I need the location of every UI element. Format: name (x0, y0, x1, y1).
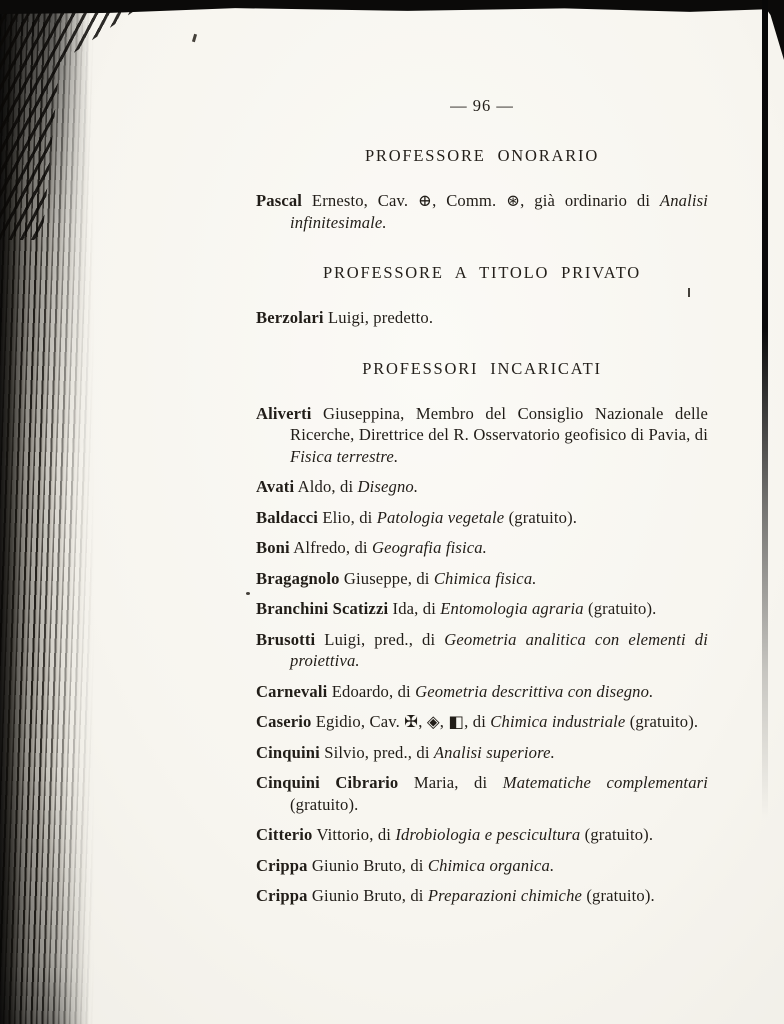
professor-entry (256, 476, 708, 498)
entry-segment-italic: Analisi infinitesimale. (290, 191, 708, 232)
professor-entry (256, 568, 708, 590)
entry-segment-regular: (gratuito). (582, 886, 655, 905)
professor-entry (256, 307, 708, 329)
entry-segment-italic: Idrobiologia e pescicultura (395, 825, 581, 844)
professor-entry (256, 629, 708, 672)
entry-segment-italic: Patologia vegetale (376, 507, 505, 527)
entry-segment-regular: Edoardo, di (327, 681, 416, 701)
entry-segment-italic: Chimica organica. (427, 855, 555, 875)
entry-segment-regular: (gratuito). (583, 599, 657, 618)
entry-segment-italic: Fisica terrestre. (290, 446, 399, 466)
entry-segment-regular: (gratuito). (625, 712, 699, 731)
professor-entry (256, 537, 708, 559)
page-content (256, 96, 708, 916)
entry-segment-bold: Pascal (256, 191, 303, 210)
professor-entry (256, 403, 708, 468)
page-number: — 96 — (450, 96, 514, 115)
entry-segment-bold: Bragagnolo (256, 568, 340, 588)
entry-segment-regular: Maria, di (398, 773, 503, 792)
entry-segment-regular: (gratuito). (290, 794, 359, 814)
entry-segment-regular: Luigi, pred., di (315, 629, 445, 649)
entry-segment-bold: Crippa (256, 855, 308, 875)
entry-segment-regular: Egidio, Cav. ✠, ◈, ◧, di (311, 712, 491, 731)
professor-entry (256, 598, 708, 620)
entry-segment-bold: Baldacci (256, 507, 319, 527)
section-heading: PROFESSORI INCARICATI (362, 358, 602, 378)
entry-segment-regular: Ida, di (388, 599, 441, 618)
entry-segment-regular: Elio, di (318, 507, 377, 527)
entry-segment-italic: Chimica fisica. (433, 568, 537, 588)
professor-entry (256, 742, 708, 764)
entry-segment-regular: Giuseppe, di (339, 568, 434, 588)
entry-segment-italic: Chimica industriale (490, 712, 626, 731)
entry-segment-regular: (gratuito). (580, 825, 654, 844)
professor-entry (256, 855, 708, 877)
entry-segment-italic: Analisi superiore. (433, 742, 555, 762)
entry-segment-bold: Cinquini (256, 742, 320, 762)
entry-segment-italic: Preparazioni chimiche (427, 886, 583, 905)
entry-segment-bold: Carnevali (256, 681, 328, 701)
entry-segment-regular: Vittorio, di (312, 825, 396, 844)
entry-segment-bold: Crippa (256, 886, 308, 905)
entry-segment-regular: Alfredo, di (289, 538, 372, 557)
entry-segment-italic: Geografia fisica. (371, 538, 487, 557)
entry-segment-regular: Silvio, pred., di (319, 742, 434, 762)
entry-segment-bold: Citterio (256, 825, 313, 844)
entry-segment-regular: (gratuito). (504, 507, 578, 527)
scan-border-top (0, 0, 784, 14)
sections-container (256, 146, 708, 907)
section-heading: PROFESSORE A TITOLO PRIVATO (323, 263, 641, 282)
professor-entry (256, 772, 708, 815)
entry-segment-bold: Boni (256, 538, 290, 557)
professor-entry (256, 885, 708, 907)
entry-segment-regular: Giunio Bruto, di (307, 886, 428, 905)
scan-border-right (762, 0, 768, 819)
scan-speck (246, 592, 250, 595)
professor-entry (256, 824, 708, 846)
scan-speck (192, 34, 197, 43)
entry-segment-bold: Berzolari (256, 308, 324, 327)
entry-segment-bold: Brusotti (256, 629, 316, 649)
entry-segment-regular: Giunio Bruto, di (307, 855, 428, 875)
entry-segment-bold: Caserio (256, 712, 312, 731)
professor-entry (256, 681, 708, 703)
section-heading: PROFESSORE ONORARIO (364, 146, 600, 165)
entry-segment-italic: Geometria descrittiva con disegno. (415, 681, 654, 701)
entry-segment-italic: Entomologia agraria (440, 599, 584, 618)
entry-segment-regular: Ernesto, Cav. ⊕, Comm. ⊛, già ordinario di (302, 191, 660, 210)
entry-segment-bold: Branchini Scatizzi (256, 599, 389, 618)
entry-segment-regular: Luigi, predetto. (323, 308, 434, 327)
entry-segment-italic: Disegno. (357, 477, 419, 496)
professor-entry (256, 190, 708, 233)
entry-segment-bold: Aliverti (256, 403, 312, 423)
professor-entry (256, 507, 708, 529)
entry-segment-regular: Giuseppina, Membro del Consiglio Nazionale delle Ricerche, Direttrice del R. Osservatorio geofisico di Pavia, di (290, 403, 708, 444)
professor-entry (256, 711, 708, 733)
entry-segment-bold: Cinquini Cibrario (256, 773, 399, 792)
entry-segment-regular: Aldo, di (294, 477, 358, 496)
entry-segment-italic: Matematiche complementari (502, 773, 709, 792)
entry-segment-italic: Geometria analitica con elementi di proiettiva. (290, 629, 708, 670)
entry-segment-bold: Avati (256, 477, 295, 496)
